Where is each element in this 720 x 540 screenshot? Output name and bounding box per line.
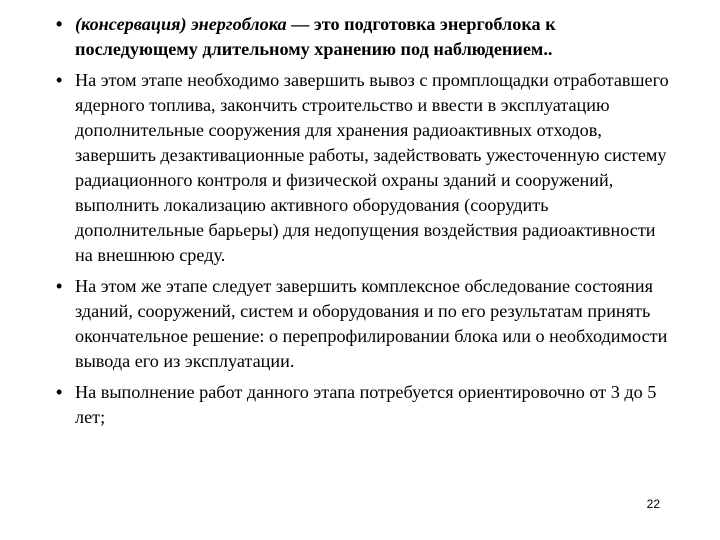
bullet-marker: •: [56, 276, 63, 296]
page-number: 22: [646, 497, 660, 511]
bullet-marker: •: [56, 14, 63, 34]
bullet-text: На выполнение работ данного этапа потребуется ориентировочно от 3 до 5 лет;: [75, 382, 657, 427]
bullet-marker: •: [56, 70, 63, 90]
definition-term: (консервация) энергоблока: [75, 14, 287, 34]
bullet-item-survey: [56, 274, 674, 374]
bullet-list: [56, 12, 674, 436]
bullet-item-duration: [56, 380, 674, 430]
bullet-item-definition: [56, 12, 674, 62]
definition-text: — это подготовка энергоблока к последующему длительному хранению под наблюдением..: [75, 14, 556, 59]
bullet-item-tasks: [56, 68, 674, 268]
bullet-text: На этом этапе необходимо завершить вывоз с промплощадки отработавшего ядерного топлива, закончить строительство и ввести в эксплуатацию дополнительные сооружения для хранения радиоактивных отходов, завершить дезактивационные работы, задействовать ужесточенную систему радиационного контроля и физической охраны зданий и сооружений, выполнить локализацию активного оборудования (соорудить дополнительные барьеры) для недопущения воздействия радиоактивности на внешнюю среду.: [75, 70, 669, 265]
bullet-text: На этом же этапе следует завершить комплексное обследование состояния зданий, сооружений, систем и оборудования и по его результатам принять окончательное решение: о перепрофилировании блока или о необходимости вывода его из эксплуатации.: [75, 276, 668, 371]
bullet-marker: •: [56, 382, 63, 402]
